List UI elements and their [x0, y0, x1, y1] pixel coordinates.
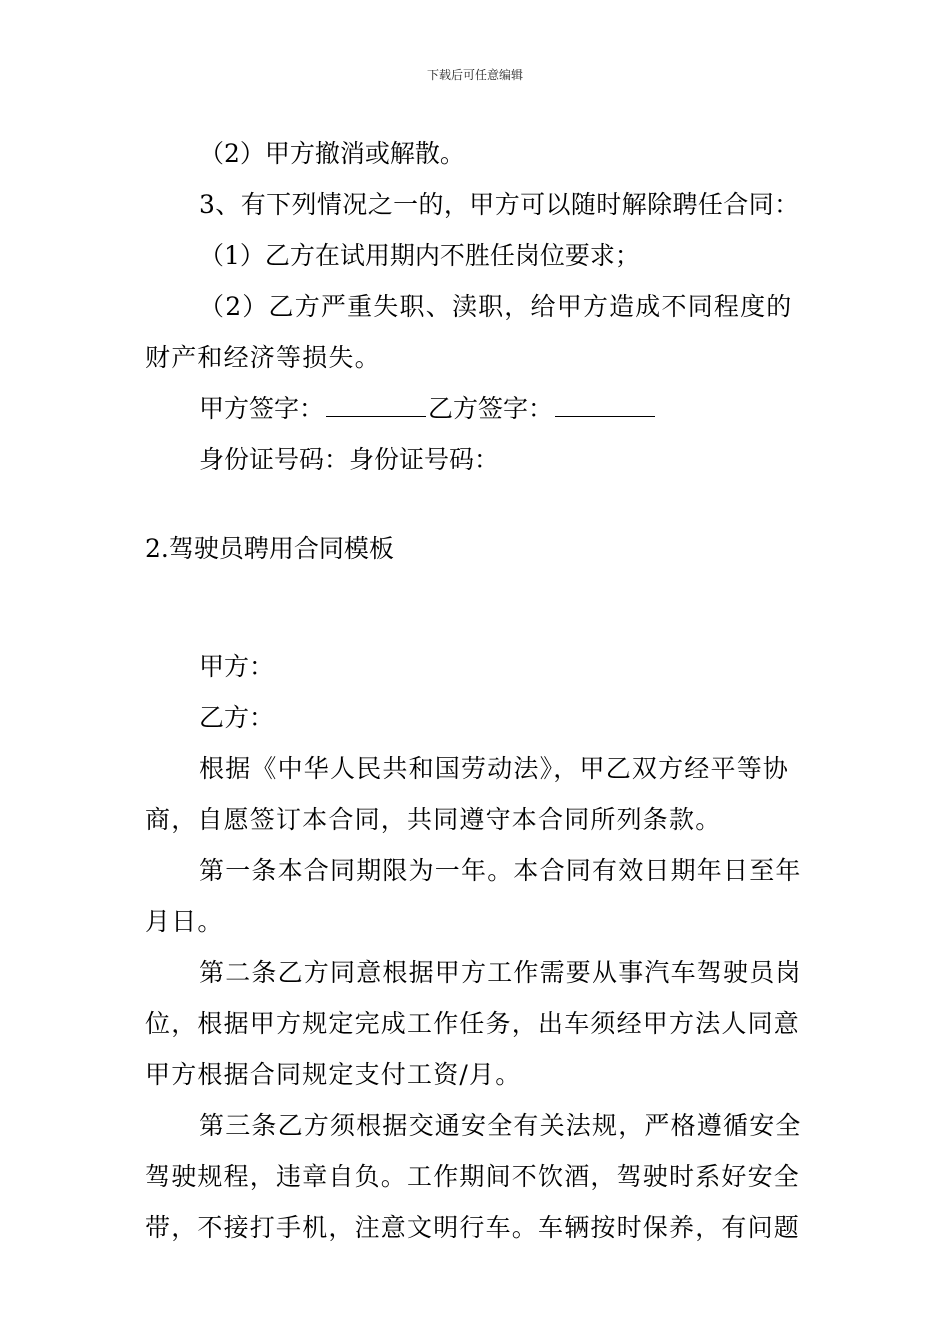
- paragraph-item-2-negligence: （2）乙方严重失职、渎职，给甲方造成不同程度的财产和经济等损失。: [145, 292, 793, 372]
- section-title: 2.驾驶员聘用合同模板: [145, 534, 394, 563]
- paragraph-preamble: 根据《中华人民共和国劳动法》，甲乙双方经平等协商，自愿签订本合同，共同遵守本合同所列条款。: [145, 754, 790, 834]
- party-a-line: 甲方：: [199, 652, 275, 681]
- page-header: 下载后可任意编辑: [426, 68, 523, 82]
- signature-line: [145, 383, 810, 434]
- id-number-line: 身份证号码：身份证号码：: [199, 445, 500, 474]
- party-b-line: 乙方：: [199, 703, 275, 732]
- party-a-signature-blank: [326, 396, 426, 417]
- paragraph-clause-3: 3、有下列情况之一的，甲方可以随时解除聘任合同：: [199, 190, 800, 219]
- paragraph-article-1: 第一条本合同期限为一年。本合同有效日期年日至年月日。: [145, 856, 802, 936]
- party-b-signature-label: 乙方签字：: [428, 394, 554, 423]
- paragraph-item-2-dissolve: （2）甲方撤消或解散。: [199, 139, 465, 168]
- party-b-signature-blank: [555, 396, 655, 417]
- document-body: [145, 128, 810, 1253]
- paragraph-article-2: 第二条乙方同意根据甲方工作需要从事汽车驾驶员岗位，根据甲方规定完成工作任务，出车须经甲方法人同意甲方根据合同规定支付工资/月。: [145, 958, 802, 1089]
- party-a-signature-label: 甲方签字：: [199, 394, 325, 423]
- paragraph-item-1-probation: （1）乙方在试用期内不胜任岗位要求；: [199, 241, 640, 270]
- paragraph-article-3: 第三条乙方须根据交通安全有关法规，严格遵循安全驾驶规程，违章自负。工作期间不饮酒，驾驶时系好安全带，不接打手机，注意文明行车。车辆按时保养，有问题: [145, 1111, 802, 1242]
